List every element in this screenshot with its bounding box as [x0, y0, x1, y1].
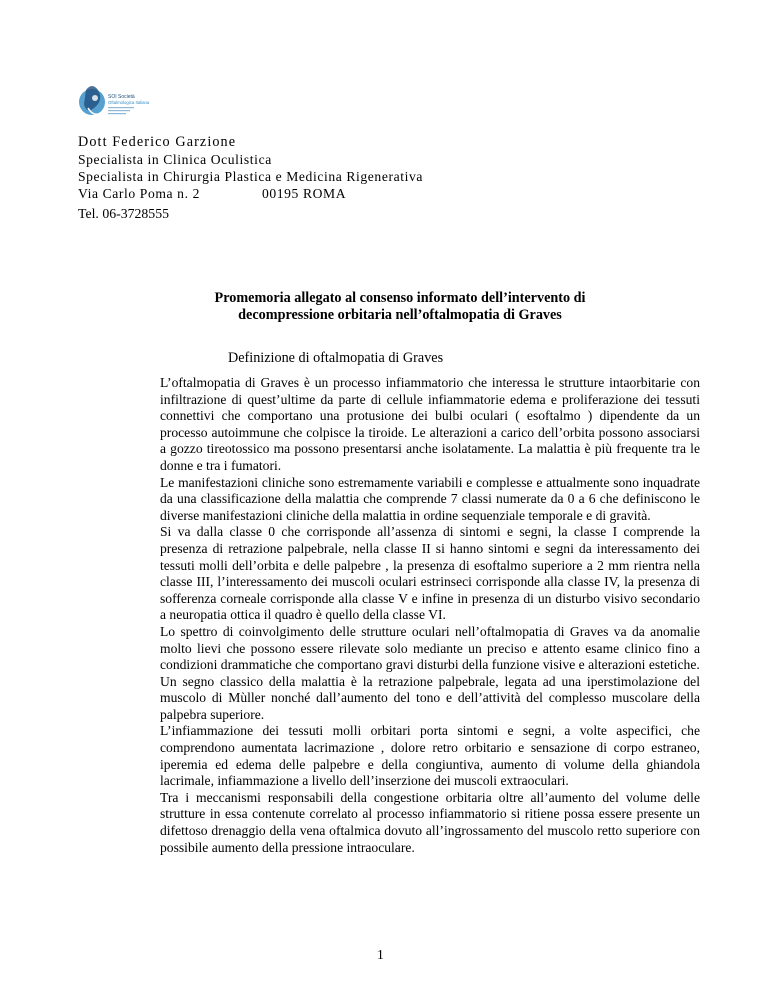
paragraph: Le manifestazioni cliniche sono estremamente variabili e complesse e attualmente sono inquadrate da una classificazione della malattia che comprende 7 classi numerate da 0 a 6 che definiscono le diverse manifestazioni cliniche della malattia in ordine sequenziale temporale e di gravità.	[160, 474, 700, 523]
paragraph: L’infiammazione dei tessuti molli orbitari porta sintomi e segni, a volte aspecifici, che comprendono aumentata lacrimazione , dolore retro orbitario e sensazione di corpo estraneo, iperemia ed edema delle palpebre e della congiuntiva, aumento di volume della ghiandola lacrimale, infiammazione a livello dell’inserzione dei muscoli extraoculari.	[160, 723, 700, 789]
document-title-line-2: decompressione orbitaria nell’oftalmopatia di Graves	[238, 307, 562, 323]
paragraph: Tra i meccanismi responsabili della congestione orbitaria oltre all’aumento del volume delle strutture in essa contenute correlato al processo infiammatorio si ritiene possa essere presente un difettoso drenaggio della vena oftalmica dovuto all’ingrossamento del muscolo retto superiore con possibile aumento della pressione intraoculare.	[160, 789, 700, 855]
section-heading: Definizione di oftalmopatia di Graves	[228, 350, 444, 366]
document-title-line-1: Promemoria allegato al consenso informato dell’intervento di	[214, 290, 586, 306]
document-title	[170, 290, 630, 324]
logo-line-2: Oftalmologica Italiana	[108, 100, 150, 105]
paragraph: L’oftalmopatia di Graves è un processo infiammatorio che interessa le strutture intaorbitarie con infiltrazione di quest’ultime da parte di cellule infiammatorie edema e proliferazione dei tessuti connettivi che comportano una protusione dei bulbi oculari ( esoftalmo ) dipendente da un processo autoimmune che colpisce la tiroide. Le alterazioni a carico dell’orbita possono associarsi a gozzo tireotossico ma possono presentarsi anche isolatamente. La malattia è più frequente tra le donne e tra i fumatori.	[160, 375, 700, 473]
society-logo-icon	[78, 78, 150, 128]
letterhead	[78, 134, 423, 202]
document-body	[160, 375, 700, 856]
paragraph: Lo spettro di coinvolgimento delle strutture oculari nell’oftalmopatia di Graves va da anomalie molto lievi che possono essere rilevate solo mediante un preciso e attento esame clinico fino a condizioni drammatiche che comportano gravi disturbi della funzione visive e alterazioni estetiche.	[160, 623, 700, 673]
paragraph: Un segno classico della malattia è la retrazione palpebrale, legata ad una iperstimolazione del muscolo di Mùller nonché dall’aumento del tono e dell’attività del complesso muscolare della palpebra superiore.	[160, 673, 700, 722]
page-number: 1	[377, 947, 384, 962]
doctor-name: Dott Federico Garzione	[78, 134, 237, 150]
paragraph: Si va dalla classe 0 che corrisponde all’assenza di sintomi e segni, la classe I comprende la presenza di retrazione palpebrale, nella classe II si hanno sintomi e segni da interessamento dei tessuti molli dell’orbita e delle palpebre , la presenza di esoftalmo superiore a 2 mm rientra nella classe III, l’interessamento dei muscoli oculari estrinseci corrisponde alla classe IV, la presenza di sofferenza corneale corrisponde alla classe V e infine in presenza di un disturbo visivo secondario a neuropatia ottica il quadro è quello della classe VI.	[160, 524, 700, 623]
logo-line-1: SOI Società	[108, 94, 135, 100]
phone-number: Tel. 06-3728555	[78, 206, 169, 221]
address-line	[78, 185, 423, 202]
society-logo	[78, 78, 150, 128]
specialty-ophthalmology: Specialista in Clinica Oculistica	[78, 152, 272, 167]
specialty-plastic-surgery: Specialista in Chirurgia Plastica e Medicina Rigenerativa	[78, 169, 424, 184]
postal-city: 00195 ROMA	[261, 186, 347, 201]
street-address: Via Carlo Poma n. 2	[78, 186, 200, 201]
